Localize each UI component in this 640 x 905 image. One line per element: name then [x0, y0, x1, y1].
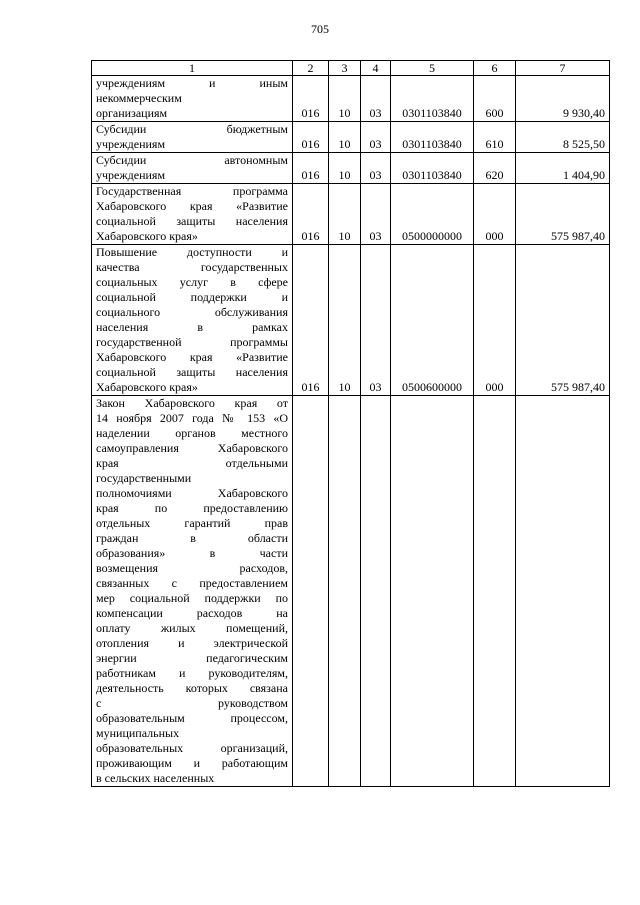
row-ministry-code — [293, 396, 329, 787]
row-expense-type: 600 — [474, 76, 516, 122]
description-line: в сельских населенных — [96, 771, 215, 785]
table-row — [92, 76, 610, 122]
description-line: населения в рамках — [96, 320, 288, 334]
description-line: социального обслуживания — [96, 305, 288, 319]
row-subsection: 03 — [361, 245, 391, 396]
row-expense-type — [474, 396, 516, 787]
row-section — [329, 396, 361, 787]
description-line: граждан в области — [96, 531, 288, 545]
description-line: муниципальных — [96, 726, 180, 740]
row-expense-type: 620 — [474, 153, 516, 184]
table-row — [92, 122, 610, 153]
row-amount: 575 987,40 — [516, 245, 610, 396]
header-col-2: 2 — [293, 61, 329, 76]
header-row — [92, 61, 610, 76]
description-line: образовательных организаций, — [96, 741, 288, 755]
description-line: учреждениям — [96, 137, 166, 151]
page-number: 705 — [311, 22, 329, 36]
description-line: отдельных гарантий прав — [96, 516, 288, 530]
row-section: 10 — [329, 76, 361, 122]
row-ministry-code: 016 — [293, 153, 329, 184]
row-ministry-code: 016 — [293, 245, 329, 396]
row-section: 10 — [329, 153, 361, 184]
row-expense-type: 610 — [474, 122, 516, 153]
row-subsection — [361, 396, 391, 787]
row-amount: 1 404,90 — [516, 153, 610, 184]
row-amount: 575 987,40 — [516, 184, 610, 245]
description-line: энергии педагогическим — [96, 651, 288, 665]
description-line: Субсидии автономным — [96, 153, 288, 167]
row-ministry-code: 016 — [293, 76, 329, 122]
description-line: Государственная программа — [96, 184, 288, 198]
row-subsection: 03 — [361, 122, 391, 153]
description-line: отопления и электрической — [96, 636, 288, 650]
row-expense-type: 000 — [474, 245, 516, 396]
description-line: социальной защиты населения — [96, 214, 288, 228]
description-line: проживающим и работающим — [96, 756, 288, 770]
header-col-6: 6 — [474, 61, 516, 76]
row-target-article: 0301103840 — [391, 153, 474, 184]
row-ministry-code: 016 — [293, 122, 329, 153]
row-ministry-code: 016 — [293, 184, 329, 245]
header-col-4: 4 — [361, 61, 391, 76]
row-description — [92, 153, 293, 184]
description-line: связанных с предоставлением — [96, 576, 288, 590]
row-expense-type: 000 — [474, 184, 516, 245]
table-body — [92, 76, 610, 787]
row-subsection: 03 — [361, 184, 391, 245]
description-line: края по предоставлению — [96, 501, 288, 515]
row-target-article: 0500000000 — [391, 184, 474, 245]
description-line: самоуправления Хабаровского — [96, 441, 288, 455]
row-description — [92, 245, 293, 396]
row-amount — [516, 396, 610, 787]
description-line: возмещения расходов, — [96, 561, 288, 575]
description-line: Повышение доступности и — [96, 245, 288, 259]
description-line: социальной поддержки и — [96, 290, 288, 304]
row-section: 10 — [329, 122, 361, 153]
description-line: государственными — [96, 471, 192, 485]
row-section: 10 — [329, 245, 361, 396]
description-line: некоммерческим — [96, 91, 182, 105]
row-section: 10 — [329, 184, 361, 245]
description-line: Хабаровского края» — [96, 380, 198, 394]
description-line: государственной программы — [96, 335, 288, 349]
table-row — [92, 184, 610, 245]
header-col-3: 3 — [329, 61, 361, 76]
table-row — [92, 245, 610, 396]
description-line: наделении органов местного — [96, 426, 288, 440]
description-line: оплату жилых помещений, — [96, 621, 288, 635]
description-line: Хабаровского края» — [96, 229, 198, 243]
description-line: учреждениям и иным — [96, 76, 288, 90]
description-line: учреждениям — [96, 168, 166, 182]
description-line: социальных услуг в сфере — [96, 275, 288, 289]
row-target-article: 0500600000 — [391, 245, 474, 396]
row-amount: 9 930,40 — [516, 76, 610, 122]
description-line: деятельность которых связана — [96, 681, 288, 695]
description-line: края отдельными — [96, 456, 288, 470]
description-line: организациям — [96, 106, 168, 120]
row-description — [92, 184, 293, 245]
description-line: работникам и руководителям, — [96, 666, 288, 680]
budget-table — [91, 60, 610, 787]
description-line: Хабаровского края «Развитие — [96, 199, 288, 213]
row-target-article — [391, 396, 474, 787]
row-target-article: 0301103840 — [391, 122, 474, 153]
description-line: образования» в части — [96, 546, 288, 560]
description-line: социальной защиты населения — [96, 365, 288, 379]
row-subsection: 03 — [361, 76, 391, 122]
description-line: образовательным процессом, — [96, 711, 288, 725]
description-line: Хабаровского края «Развитие — [96, 350, 288, 364]
row-target-article: 0301103840 — [391, 76, 474, 122]
table-row — [92, 396, 610, 787]
description-line: мер социальной поддержки по — [96, 591, 288, 605]
table-row — [92, 153, 610, 184]
row-description — [92, 76, 293, 122]
header-col-5: 5 — [391, 61, 474, 76]
description-line: полномочиями Хабаровского — [96, 486, 288, 500]
header-col-7: 7 — [516, 61, 610, 76]
description-line: Закон Хабаровского края от — [96, 396, 288, 410]
row-subsection: 03 — [361, 153, 391, 184]
description-line: Субсидии бюджетным — [96, 122, 288, 136]
description-line: 14 ноября 2007 года № 153 «О — [96, 411, 288, 425]
description-line: с руководством — [96, 696, 288, 710]
description-line: компенсации расходов на — [96, 606, 288, 620]
header-col-1: 1 — [92, 61, 293, 76]
row-description — [92, 122, 293, 153]
row-description — [92, 396, 293, 787]
description-line: качества государственных — [96, 260, 288, 274]
row-amount: 8 525,50 — [516, 122, 610, 153]
